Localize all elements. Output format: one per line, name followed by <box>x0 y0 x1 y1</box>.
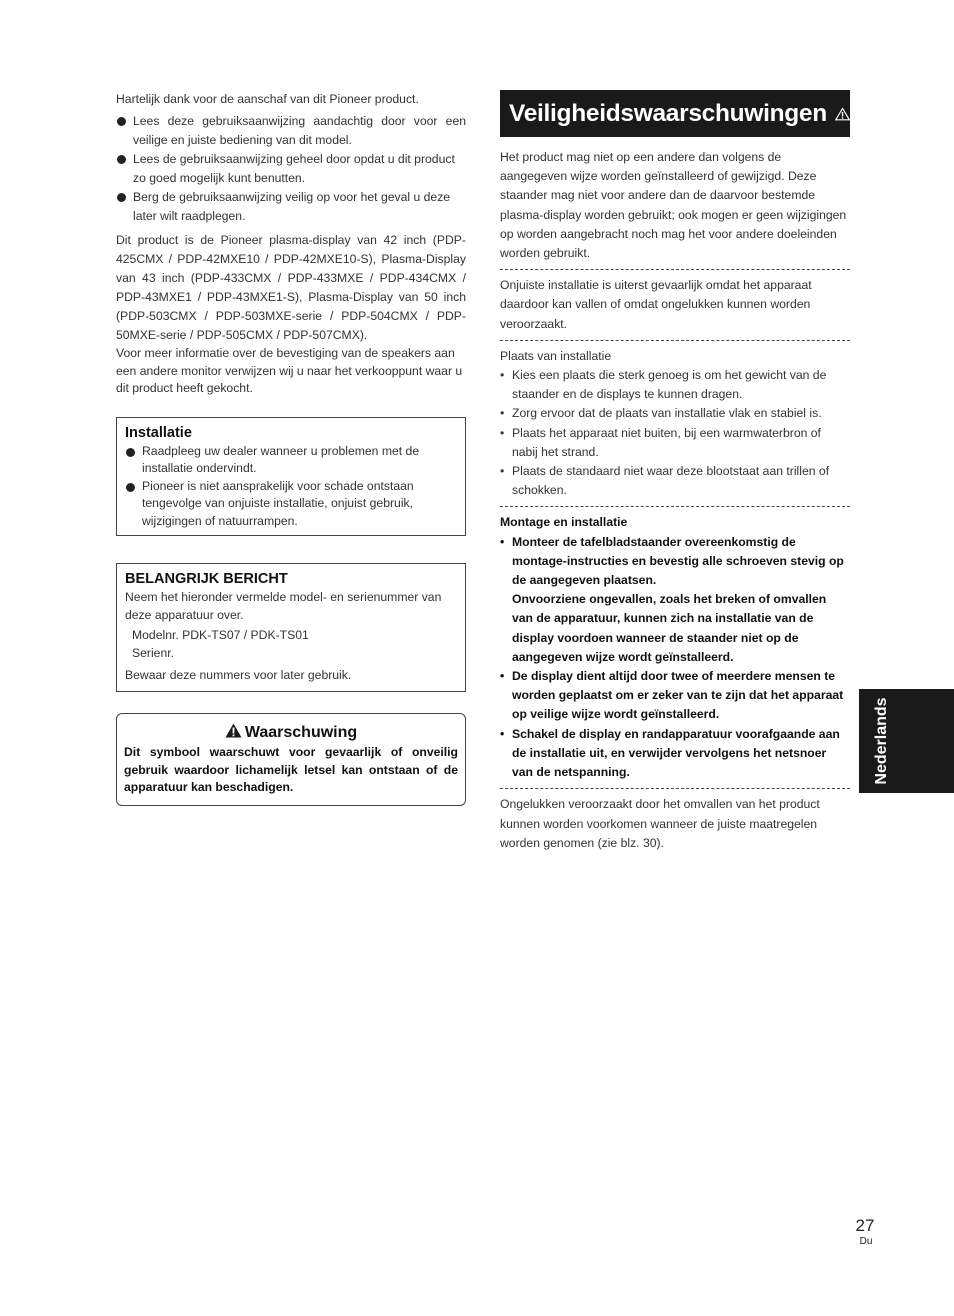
side-tab-label: Nederlands <box>873 697 890 785</box>
warning-text: Dit symbool waarschuwt voor gevaarlijk of onveilig gebruik waardoor lichamelijk letsel kan ontstaan of de apparatuur kan beschadigen. <box>124 745 458 794</box>
right-column <box>500 90 850 853</box>
product-text: Dit product is de Pioneer plasma-display van 42 inch (PDP-425CMX / PDP-42MXE10 / PDP-42MXE10-S), Plasma-Display van 43 inch (PDP-433CMX / PDP-433MXE / PDP-434CMX / PDP-43MXE1 / PDP-43MXE1-S), Plasma-Display van 50 inch (PDP-503CMX / PDP-503MXE-serie / PDP-504CMX / PDP-50MXE-serie / PDP-505CMX / PDP-507CMX). <box>116 233 466 342</box>
divider <box>500 340 850 341</box>
divider <box>500 506 850 507</box>
bericht-title: BELANGRIJK BERICHT <box>125 570 288 587</box>
left-column <box>116 90 466 806</box>
list-item: • Plaats de standaard niet waar deze blootstaat aan trillen of schokken. <box>500 462 850 500</box>
warning-heading <box>124 723 458 743</box>
intro-thanks: Hartelijk dank voor de aanschaf van dit Pioneer product. <box>116 92 419 106</box>
safety-heading-bar <box>500 90 850 137</box>
bericht-box <box>116 563 466 692</box>
divider <box>500 269 850 270</box>
list-item: • De display dient altijd door twee of meerdere mensen te worden geplaatst om er zeker van te zijn dat het apparaat op veilige wijze wordt geïnstalleerd. <box>500 667 850 725</box>
warning-title: Waarschuwing <box>244 723 358 741</box>
list-item: Berg de gebruiksaanwijzing veilig op voor het geval u deze later wilt raadplegen. <box>116 188 466 226</box>
installatie-box <box>116 417 466 536</box>
language-side-tab <box>859 689 954 793</box>
list-item: • Kies een plaats die sterk genoeg is om het gewicht van de staander en de displays te kunnen dragen. <box>500 366 850 404</box>
safety-p2: Onjuiste installatie is uiterst gevaarlijk omdat het apparaat daardoor kan vallen of omdat ongelukken kunnen worden veroorzaakt. <box>500 278 812 331</box>
list-item: • Schakel de display en randapparatuur voorafgaande aan de installatie uit, en verwijder vervolgens het netsnoer van de netspanning. <box>500 725 850 783</box>
installatie-bullets <box>125 443 457 531</box>
mount-item-extra: Onvoorziene ongevallen, zoals het breken of omvallen van de apparatuur, kunnen zich na installatie van de display voordoen wanneer de staander niet op de aangegeven wijze wordt geïnstalleerd. <box>512 592 827 664</box>
mount-item-text: Monteer de tafelbladstaander overeenkomstig de montage-instructies en bevestig alle schroeven stevig op de aangegeven plaatsen. <box>512 534 844 588</box>
warning-icon <box>225 723 242 738</box>
safety-p1: Het product mag niet op een andere dan volgens de aangegeven wijze worden geïnstalleerd of gewijzigd. Deze staander mag niet voor andere dan de daarvoor bestemde plasma-display worden gebruikt; ook mogen er geen wijzigingen op worden aangebracht noch mag het voor andere doeleinden worden gebruikt. <box>500 150 847 261</box>
location-title: Plaats van installatie <box>500 348 612 363</box>
speakers-text: Voor meer informatie over de bevestiging van de speakers aan een andere monitor verwijzen wij u naar het verkooppunt waar u dit product heeft gekocht. <box>116 346 463 395</box>
warning-icon <box>835 101 850 127</box>
list-item: Lees de gebruiksaanwijzing geheel door opdat u dit product zo goed mogelijk kunt benutten. <box>116 150 466 188</box>
intro-bullets <box>116 112 466 226</box>
bericht-keep: Bewaar deze nummers voor later gebruik. <box>125 667 352 682</box>
bericht-serial: Serienr. <box>132 645 175 660</box>
list-item: • Plaats het apparaat niet buiten, bij een warmwaterbron of nabij het strand. <box>500 424 850 462</box>
list-item <box>500 533 850 667</box>
page-lang-code: Du <box>859 1236 873 1247</box>
mount-list <box>500 533 850 783</box>
page-number <box>850 1216 880 1247</box>
installatie-title: Installatie <box>125 424 192 441</box>
list-item: • Zorg ervoor dat de plaats van installatie vlak en stabiel is. <box>500 404 850 423</box>
list-item: Pioneer is niet aansprakelijk voor schade ontstaan tengevolge van onjuiste installatie, onjuist gebruik, wijzigingen of natuurrampen. <box>125 478 457 531</box>
warning-box <box>116 713 466 806</box>
page-number-value: 27 <box>855 1216 875 1235</box>
bericht-model: Modelnr. PDK-TS07 / PDK-TS01 <box>132 627 309 642</box>
safety-final: Ongelukken veroorzaakt door het omvallen van het product kunnen worden voorkomen wanneer de juiste maatregelen worden genomen (zie blz. 30). <box>500 797 820 850</box>
bericht-text: Neem het hieronder vermelde model- en serienummer van deze apparatuur over. <box>125 589 442 622</box>
list-item: Raadpleeg uw dealer wanneer u problemen met de installatie ondervindt. <box>125 443 457 478</box>
location-list <box>500 366 850 500</box>
divider <box>500 788 850 789</box>
safety-heading: Veiligheidswaarschuwingen <box>509 99 827 127</box>
list-item: Lees deze gebruiksaanwijzing aandachtig door voor een veilige en juiste bediening van dit model. <box>116 112 466 150</box>
mount-title: Montage en installatie <box>500 515 628 530</box>
